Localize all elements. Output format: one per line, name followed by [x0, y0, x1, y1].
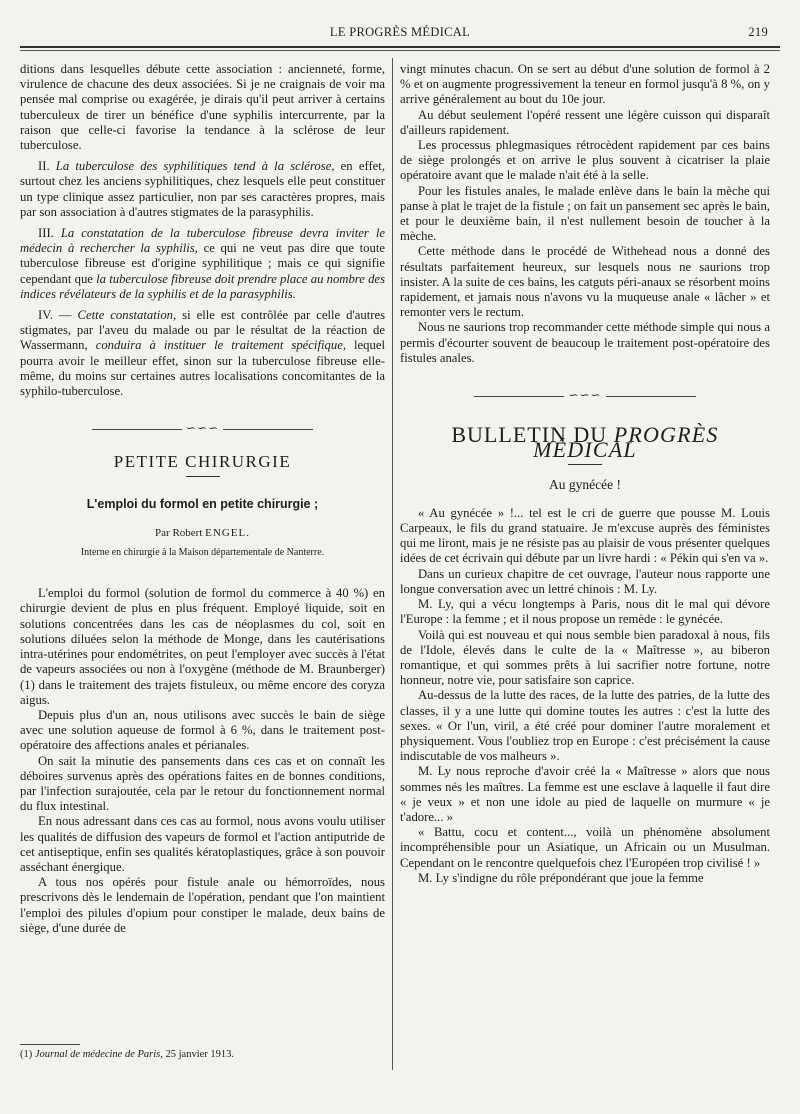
short-rule — [568, 464, 602, 465]
short-rule — [186, 476, 220, 477]
paragraph: M. Ly, qui a vécu longtemps à Paris, nous dit le mal qui dévore l'Europe : la femme ; et il nous propose un remède : le gynécée. — [400, 597, 770, 627]
sub-title: Au gynécée ! — [549, 476, 621, 492]
bulletin-title: BULLETIN DU PROGRÈS MÉDICAL — [451, 422, 719, 463]
byline: Par Robert ENGEL. — [155, 526, 250, 539]
paragraph: Au début seulement l'opéré ressent une légère cuisson qui disparaît d'ailleurs rapidement. — [400, 107, 770, 137]
paragraph-ii: II. La tuberculose des syphilitiques tend à la sclérose, en effet, surtout chez les anciens syphilitiques, chez lesquels elle peut constituer un type clinique assez particulier, non par ses caractères propres, mais par son association à d'autres stigmates de la parasyphilis. — [20, 159, 385, 219]
column-divider — [392, 58, 393, 1070]
paragraph: « Battu, cocu et content..., voilà un phénomène absolument incompréhensible pour un Asiatique, un Africain ou un Musulman. Cependant on le rencontre quelquefois chez l'Européen trop civilisé ! » — [400, 825, 770, 870]
paragraph: M. Ly s'indigne du rôle prépondérant que joue la femme — [418, 870, 704, 885]
author-name: ENGEL. — [205, 526, 250, 539]
paragraph: L'emploi du formol (solution de formol du commerce à 40 %) en chirurgie devient de plus en plus fréquent. Employé liquide, soit en solutions concentrées dans les cas de néoplasmes du col, soit en solutions diluées selon la méthode de Monge, dans les cautérisations intra-utérines pour endométrites, on peut l'employer avec succès à l'état de vapeurs associées ou non à l'oxygène (méthode de M. Braunberger) (1) dans le traitement des trajets fistuleux, ou même encore des coryza aigus. — [20, 586, 385, 707]
header-rule-thin — [20, 50, 780, 51]
section-title: PETITE CHIRURGIE — [113, 452, 292, 472]
paragraph-iv: IV. — Cette constatation, si elle est contrôlée par celle d'autres stigmates, par l'aveu du malade ou par le résultat de la réaction de Wassermann, conduira à instituer le traitement spécifique, lequel pourra avoir le meilleur effet, sinon sur la tuberculose fibreuse elle-même, du moins sur certaines autres localisations concomitantes de la syphilo-tuberculose. — [20, 308, 386, 399]
footnote-rule — [20, 1044, 80, 1045]
affiliation: Interne en chirurgie à la Maison départementale de Nanterre. — [80, 547, 325, 559]
paragraph: ditions dans lesquelles débute cette association : ancienneté, forme, virulence de chacune des deux associées. Si je ne craignais de voir ma pensée mal comprise ou exagérée, je dirais qu'il peut arriver à certains tuberculeux de tirer un bénéfice d'une syphilis intercurrente, par la raison que celle-ci favorise la tendance à la sclérose de leur tuberculose. — [20, 62, 385, 153]
paragraph: vingt minutes chacun. On se sert au début d'une solution de formol à 2 % et on augmente progressivement la teneur en formol jusqu'à 8 %, on y arrive généralement au bout du 10e jour. — [400, 62, 770, 107]
header-rule — [20, 46, 780, 48]
article-title: L'emploi du formol en petite chirurgie ; — [86, 496, 319, 511]
left-column — [20, 62, 385, 936]
running-title: LE PROGRÈS MÉDICAL — [329, 25, 471, 39]
footnote: (1) Journal de médecine de Paris, 25 janvier 1913. — [20, 1049, 235, 1060]
paragraph: « Au gynécée » !... tel est le cri de guerre que pousse M. Louis Carpeaux, le fils du grand statuaire. Je m'excuse auprès des féministes qui me liront, mais je ne résiste pas au plaisir de vous présenter quelques idées de cet écrivain qui débute par un livre hardi : « Pékin qui s'en va ». — [400, 505, 770, 566]
paragraph: En nous adressant dans ces cas au formol, nous avons voulu utiliser les qualités de diffusion des vapeurs de formol et l'action antiputride de cet antiseptique, enfin ses qualités kératoplastiques, grâce à son pouvoir asséchant énergique. — [20, 814, 385, 874]
paragraph: Cette méthode dans le procédé de Withehead nous a donné des résultats parfaitement heureux, sur lesquels nous ne saurions trop insister. A la suite de ces bains, les catguts péri-anaux se résorbent moins rapidement, et jamais nous n'avons vu la muqueuse anale « lâcher » et remonter vers le rectum. — [400, 244, 770, 320]
paragraph: Au-dessus de la lutte des races, de la lutte des patries, de la lutte des classes, il y a une lutte qui domine toutes les autres : c'est la lutte des sexes. « Or l'un, viril, a été créé pour dominer l'autre moralement et physiquement. Vous l'oubliez trop en Europe : c'est précisément la cause indiscutable de vos malheurs ». — [400, 688, 770, 764]
page-header — [20, 22, 780, 44]
paragraph: A tous nos opérés pour fistule anale ou hémorroïdes, nous prescrivons dès le lendemain de l'opération, pendant que l'on maintient l'emploi des pilules d'opium pour constiper le malade, deux bains de siège, d'une durée de — [20, 875, 385, 935]
ornament-divider: ∽∽∽ — [400, 388, 770, 403]
page-number: 219 — [748, 25, 768, 39]
paragraph: On sait la minutie des pansements dans ces cas et on connaît les déboires survenus après des opérations faites en de bonnes conditions, par l'infection surajoutée, cela par le retour du fonctionnement normal du flux intestinal. — [20, 753, 385, 814]
paragraph: Dans un curieux chapitre de cet ouvrage, l'auteur nous rapporte une longue conversation avec un lettré chinois : M. Ly. — [400, 566, 770, 596]
paragraph: M. Ly nous reproche d'avoir créé la « Maîtresse » alors que nous sommes nés les maîtres. La femme est une esclave à laquelle il faut dire « je veux » et non une idole au pied de laquelle on murmure « je t'adore... » — [400, 764, 770, 824]
paragraph: Pour les fistules anales, le malade enlève dans le bain la mèche qui panse à plat le trajet de la fistule ; on fait un pansement sec après le bain, et pour le deuxième bain, il n'est nullement besoin de toucher à la mèche. — [400, 183, 770, 244]
paragraph: Voilà qui est nouveau et qui nous semble bien paradoxal à nous, fils de l'Idole, élevés dans le culte de la « Maîtresse », au biberon romantique, et qui sommes prêts à lui sacrifier notre fortune, notre honneur, notre vie, pour satisfaire son caprice. — [400, 627, 770, 688]
paragraph: Nous ne saurions trop recommander cette méthode simple qui nous a permis d'écourter souvent de beaucoup le traitement post-opératoire des fistules anales. — [400, 320, 770, 365]
paragraph-iii: III. La constatation de la tuberculose fibreuse devra inviter le médecin à rechercher la syphilis, ce qui ne veut pas dire que toute tuberculose fibreuse est d'origine syphilitique ; mais ce qui signifie cependant que la tuberculose fibreuse doit prendre place au nombre des indices révélateurs de la syphilis et de la parasyphilis. — [20, 226, 386, 301]
ornament-divider: ∽∽∽ — [20, 421, 385, 436]
right-column — [400, 62, 770, 886]
paragraph: Les processus phlegmasiques rétrocèdent rapidement par ces bains de siège prolongés et on arrive le plus souvent à cicatriser la plaie opératoire avant que le malade n'ait été à la selle. — [400, 138, 770, 183]
paragraph: Depuis plus d'un an, nous utilisons avec succès le bain de siège avec une solution aqueuse de formol à 6 %, dans le traitement post-opératoire des affections anales et périanales. — [20, 707, 385, 753]
